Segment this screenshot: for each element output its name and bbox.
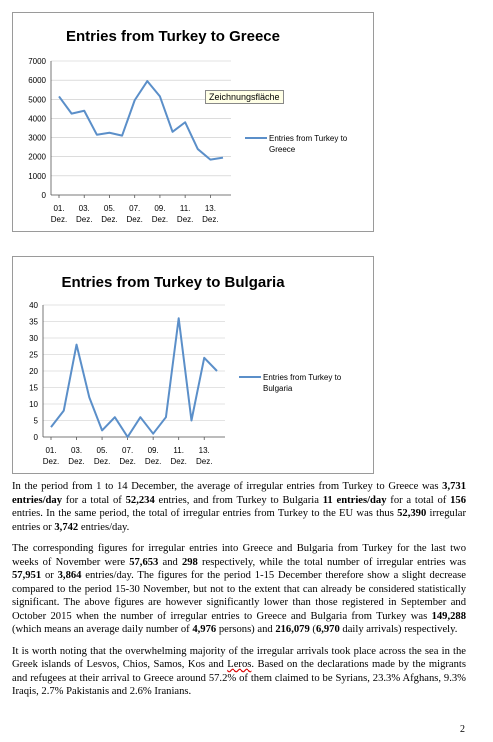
y-tick-label: 3000 — [28, 133, 46, 143]
series-line — [51, 318, 217, 437]
x-tick-label: Dez. — [76, 215, 93, 224]
x-tick-label: 07. — [122, 446, 134, 455]
x-tick-label: Dez. — [93, 457, 111, 466]
chart-title: Entries from Turkey to Greece — [66, 28, 280, 45]
x-tick-label: 03. — [70, 446, 83, 455]
y-tick-label: 40 — [29, 301, 38, 310]
x-tick-label: Dez. — [126, 215, 143, 224]
paragraph-3: It is worth noting that the overwhelming majority of the irregular arrivals took place across the sea in the Greek islands of Lesvos, Chios, Samos, Kos and Leros. Based on the declarations made by the migrants and refugees at their arrival to Greece around 57.2% of them claimed to be Syrians, 23.3% Afghans, 9.3% Iraqis, 2.7% Pakistanis and 2.6% Iranians. — [12, 645, 466, 697]
chart-greece-svg — [13, 13, 373, 231]
chart-bulgaria-svg — [13, 257, 373, 473]
body-text — [12, 480, 466, 707]
y-tick-label: 2000 — [28, 152, 46, 162]
y-tick-label: 6000 — [28, 76, 46, 86]
y-tick-label: 30 — [29, 334, 38, 343]
x-tick-label: Dez. — [144, 457, 162, 466]
x-tick-label: Dez. — [42, 457, 60, 466]
chart-area-tooltip: Zeichnungsfläche — [205, 90, 284, 104]
y-tick-label: 7000 — [28, 57, 46, 66]
legend-label: Bulgaria — [263, 384, 293, 393]
y-tick-label: 1000 — [28, 171, 46, 181]
x-tick-label: 13. — [198, 446, 210, 455]
x-tick-label: 05. — [103, 204, 116, 213]
x-tick-label: Dez. — [176, 215, 194, 224]
legend-label: Entries from Turkey to — [269, 134, 348, 143]
series-line — [59, 81, 223, 159]
x-tick-label: 03. — [78, 204, 90, 213]
x-tick-label: 11. — [173, 446, 184, 455]
x-tick-label: 13. — [204, 204, 216, 213]
x-tick-label: Dez. — [68, 457, 85, 466]
x-tick-label: 09. — [154, 204, 166, 213]
y-tick-label: 5000 — [28, 95, 46, 105]
y-tick-label: 20 — [29, 367, 38, 376]
y-tick-label: 0 — [33, 433, 38, 442]
y-tick-label: 4000 — [28, 114, 46, 124]
legend-label: Greece — [269, 145, 296, 154]
x-tick-label: 11. — [179, 204, 191, 213]
x-tick-label: Dez. — [170, 457, 187, 466]
x-tick-label: 09. — [147, 446, 159, 455]
x-tick-label: 07. — [129, 204, 141, 213]
chart-title: Entries from Turkey to Bulgaria — [61, 274, 285, 291]
paragraph-2: The corresponding figures for irregular entries into Greece and Bulgaria from Turkey for the last two weeks of November were 57,653 and 298 respectively, while the total number of irregular entries was 57,951 or 3,864 entries/day. The figures for the period 1-15 December therefore show a slight decrease compared to the period 15-30 November, but not to the extent that can already be considered statistically significant. The above figures are however significantly lower than those registered in September and October 2015 when the number of irregular entries to Greece and Bulgaria from Turkey was 149,288 (which means an average daily number of 4,976 persons) and 216,079 (6,970 daily arrivals) respectively. — [12, 543, 467, 635]
y-tick-label: 5 — [33, 416, 38, 426]
y-tick-label: 15 — [29, 383, 38, 393]
chart-greece — [12, 12, 374, 232]
x-tick-label: Dez. — [101, 215, 118, 224]
x-tick-label: 01. — [53, 204, 65, 213]
x-tick-label: Dez. — [50, 215, 68, 224]
chart-bulgaria — [12, 256, 374, 474]
y-tick-label: 10 — [29, 400, 38, 409]
page-number: 2 — [460, 724, 465, 735]
y-tick-label: 0 — [41, 191, 46, 200]
y-tick-label: 25 — [29, 350, 38, 360]
paragraph-1: In the period from 1 to 14 December, the average of irregular entries from Turkey to Greece was 3,731 entries/day for a total of 52,234 entries, and from Turkey to Bulgaria 11 entries/day for a total of 156 entries. In the same period, the total of irregular entries from Turkey to the EU was thus 52,390 irregular entries or 3,742 entries/day. — [12, 481, 467, 533]
x-tick-label: Dez. — [119, 457, 136, 466]
x-tick-label: 01. — [45, 446, 57, 455]
y-tick-label: 35 — [29, 317, 38, 327]
x-tick-label: 05. — [96, 446, 108, 455]
x-tick-label: Dez. — [151, 215, 169, 224]
legend-label: Entries from Turkey to — [263, 373, 342, 382]
x-tick-label: Dez. — [202, 215, 219, 224]
x-tick-label: Dez. — [196, 457, 213, 466]
